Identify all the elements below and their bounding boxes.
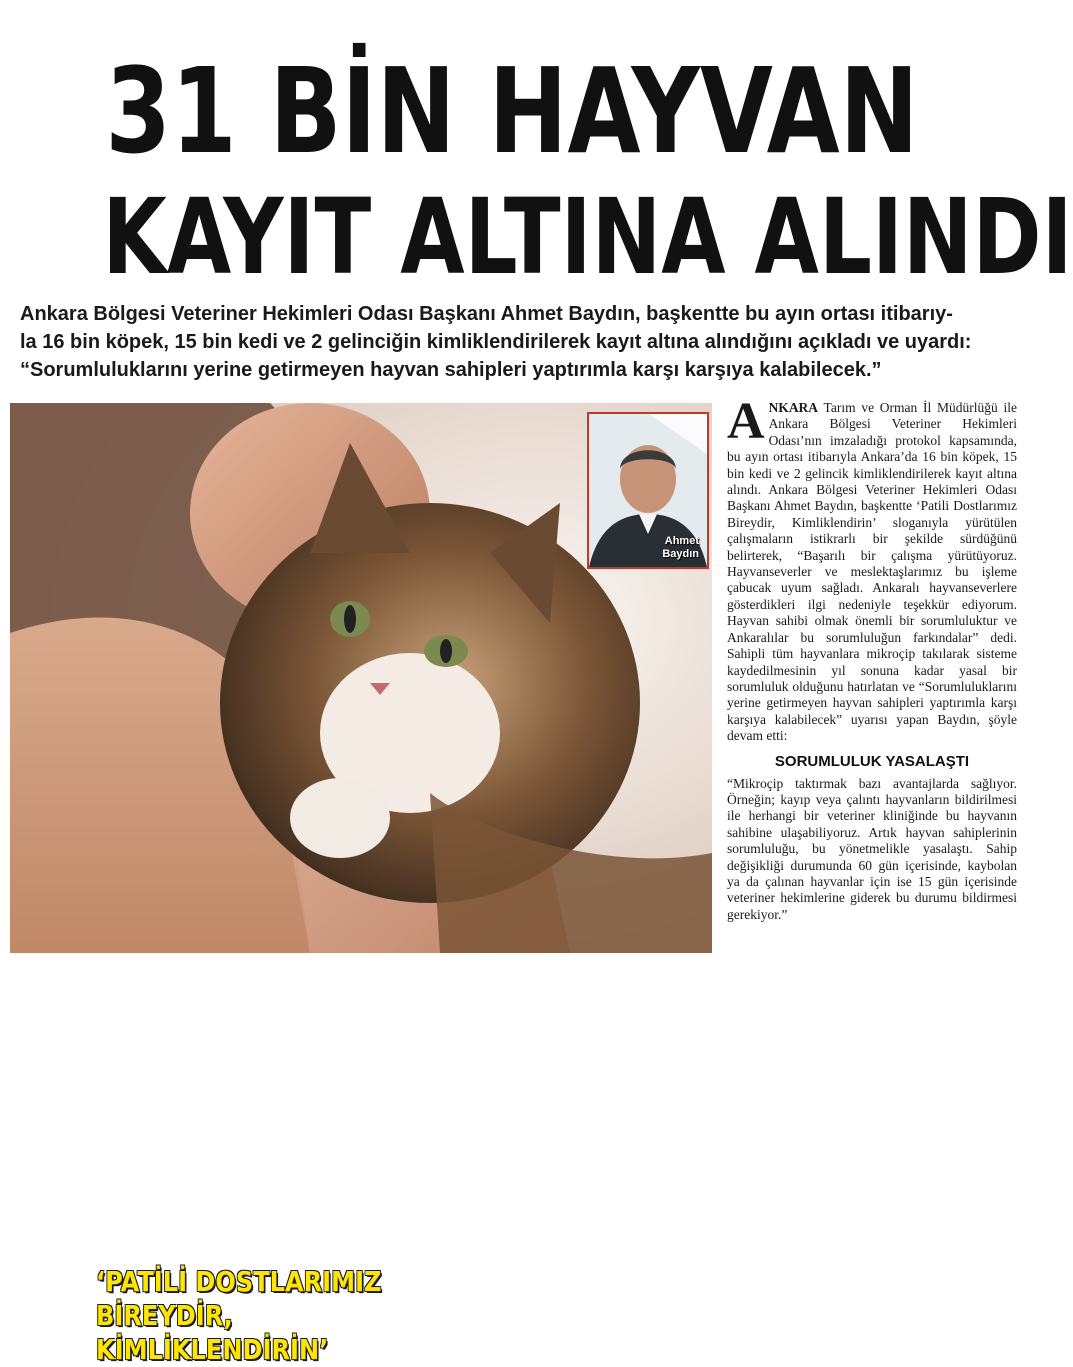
- portrait-caption-last: Baydın: [662, 548, 699, 560]
- photo-quote-line-2: BİREYDİR, KİMLİKLENDİRİN’: [96, 1299, 329, 1366]
- lead-line-3: “Sorumluluklarını yerine getirmeyen hayvan sahipleri yaptırımla karşı karşıya kalabilecek.”: [20, 359, 882, 381]
- portrait-caption: [662, 535, 699, 561]
- lead-word: NKARA: [768, 400, 819, 415]
- article-column: [727, 393, 1017, 923]
- lead-line-2: la 16 bin köpek, 15 bin kedi ve 2 gelinciğin kimliklendirilerek kayıt altına alındığını açıkladı ve uyardı:: [20, 331, 972, 353]
- photo-quote-line-1: ‘PATİLİ DOSTLARIMIZ: [96, 1265, 382, 1298]
- portrait-photo: [587, 412, 709, 569]
- article-body-1: [727, 393, 1017, 745]
- headline-line-1: 31 BİN HAYVAN: [105, 42, 919, 180]
- article-body-text: Tarım ve Orman İl Müdürlüğü ile Ankara Bölgesi Veteriner Hekimleri Odası’nın imzaladığı protokol kapsamında, bu ayın ortası itibarıyla Ankara’da 16 bin köpek, 15 bin kedi ve 2 gelincik kimliklendirilerek kayıt altına alındı. Ankara Bölgesi Veteriner Hekimleri Odası Başkanı Ahmet Baydın, başkentte ‘Patili Dostlarımız Bireydir, Kimliklendirin’ sloganıyla yürütülen çalışmaların istikrarlı bir şekilde sürdüğünü belirterek, “Başarılı bir çalışma yürütüyoruz. Hayvanseverler ve meslektaşlarımız bu işleme çabucak uyum sağladı. Ankaralı hayvanseverlere gösterdikleri ilgi nedeniyle teşekkür ediyorum. Hayvan sahibi olmak önemli bir sorumluluktur ve Ankaralılar bu sorumluluğun farkındalar” dedi. Sahipli tüm hayvanlara mikroçip takılarak sisteme kaydedilmesinin yıl sonuna kadar yasal bir sorumluluk olduğunu hatırlatan ve “Sorumluluklarını yerine getirmeyen hayvan sahipleri yaptırımla karşı karşıya kalabilecek” uyarısı yapan Baydın, şöyle devam etti:: [727, 400, 1017, 744]
- lead-paragraph: [20, 300, 1004, 384]
- photo-quote-title: [96, 1265, 457, 1367]
- article-body-2: “Mikroçip taktırmak bazı avantajlarda sağlıyor. Örneğin; kayıp veya çalıntı hayvanların bildirilmesi ile herhangi bir veteriner kliniğinde bu hayvanın sahibine ulaşabiliyoruz. Artık hayvan sahiplerinin sorumluluğu, bu yönetmelikle yasalaştı. Sahip değişikliği durumunda 60 gün içerisinde, kaybolan ya da çalınan hayvanlar için ise 15 gün içerisinde veteriner hekimlerine giderek bu durumu bildirmesi gerekiyor.”: [727, 775, 1017, 922]
- portrait-caption-first: Ahmet: [664, 535, 699, 547]
- drop-cap: A: [727, 393, 765, 450]
- headline-line-2: KAYIT ALTINA ALINDI: [102, 176, 1073, 298]
- article-subhead: SORUMLULUK YASALAŞTI: [774, 752, 970, 770]
- lead-line-1: Ankara Bölgesi Veteriner Hekimleri Odası Başkanı Ahmet Baydın, başkentte bu ayın ortası itibarıy-: [20, 303, 953, 325]
